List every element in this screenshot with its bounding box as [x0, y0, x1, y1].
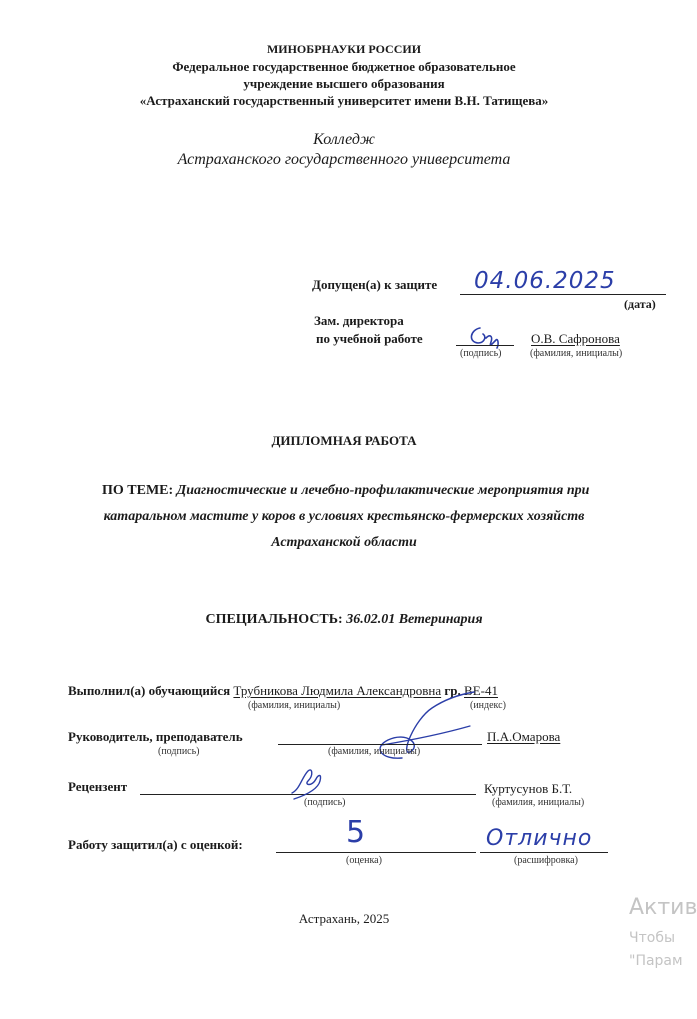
admission-label: Допущен(а) к защите: [312, 277, 438, 292]
performer-name: Трубникова Людмила Александровна: [233, 683, 442, 698]
activation-watermark-line-2: Чтобы: [629, 930, 676, 946]
signature-caption: (подпись): [460, 348, 502, 359]
supervisor-signature-caption: (подпись): [158, 746, 200, 757]
activation-watermark-title: Актив: [629, 895, 697, 920]
specialty-label: СПЕЦИАЛЬНОСТЬ:: [205, 612, 343, 627]
topic-line-3: Астраханской области: [271, 535, 417, 550]
grade-caption: (оценка): [346, 855, 382, 866]
reviewer-label: Рецензент: [68, 779, 128, 794]
specialty: [0, 612, 688, 628]
topic-line-1: [102, 483, 589, 499]
handwritten-grade-word: Отлично: [486, 826, 593, 851]
defense-label: Работу защитил(а) с оценкой:: [68, 837, 243, 852]
reviewer-signature-caption: (подпись): [304, 797, 346, 808]
reviewer-name: Куртусунов Б.Т.: [484, 781, 573, 796]
performer-label: Выполнил(а) обучающийся: [68, 683, 231, 698]
date-caption: (дата): [624, 297, 656, 311]
specialty-value: 36.02.01 Ветеринария: [346, 612, 483, 627]
deputy-director-label: Зам. директора: [314, 313, 404, 328]
supervisor-signature-line: [278, 744, 482, 745]
group-label: гр.: [444, 683, 461, 698]
institution-line-2: учреждение высшего образования: [243, 76, 445, 91]
academic-work-label: по учебной работе: [316, 331, 423, 346]
deputy-signature-line: [456, 345, 514, 346]
topic-line-2: катаральном мастите у коров в условиях крестьянско-фермерских хозяйств: [103, 509, 585, 524]
supervisor-name-caption: (фамилия, инициалы): [328, 746, 421, 757]
work-type: ДИПЛОМНАЯ РАБОТА: [271, 433, 417, 448]
grade-decode-caption: (расшифровка): [514, 855, 578, 866]
supervisor-name: П.А.Омарова: [487, 729, 561, 744]
group-code: ВЕ-41: [464, 683, 498, 698]
college-name: Колледж: [313, 131, 375, 148]
topic-label: ПО ТЕМЕ:: [102, 483, 174, 498]
reviewer-name-caption: (фамилия, инициалы): [492, 797, 585, 808]
topic-text-1: Диагностические и лечебно-профилактические мероприятия при: [176, 483, 590, 498]
deputy-name: О.В. Сафронова: [531, 331, 620, 346]
admission-date-line: [460, 294, 666, 295]
handwritten-admission-date: 04.06.2025: [474, 268, 616, 294]
performer-name-caption: (фамилия, инициалы): [248, 700, 341, 711]
group-index-caption: (индекс): [470, 700, 506, 711]
supervisor-label: Руководитель, преподаватель: [68, 729, 243, 744]
grade-line: [276, 852, 476, 853]
name-caption: (фамилия, инициалы): [530, 348, 623, 359]
city-year: Астрахань, 2025: [298, 911, 390, 926]
grade-word-line: [480, 852, 608, 853]
institution-line-1: Федеральное государственное бюджетное образовательное: [172, 59, 516, 74]
college-subtitle: Астраханского государственного университета: [177, 151, 511, 168]
university-name: «Астраханский государственный университет имени В.Н. Татищева»: [139, 93, 549, 108]
ministry-name: МИНОБРНАУКИ РОССИИ: [266, 42, 422, 56]
handwritten-grade: 5: [346, 815, 366, 850]
activation-watermark-line-3: "Парам: [629, 953, 683, 969]
